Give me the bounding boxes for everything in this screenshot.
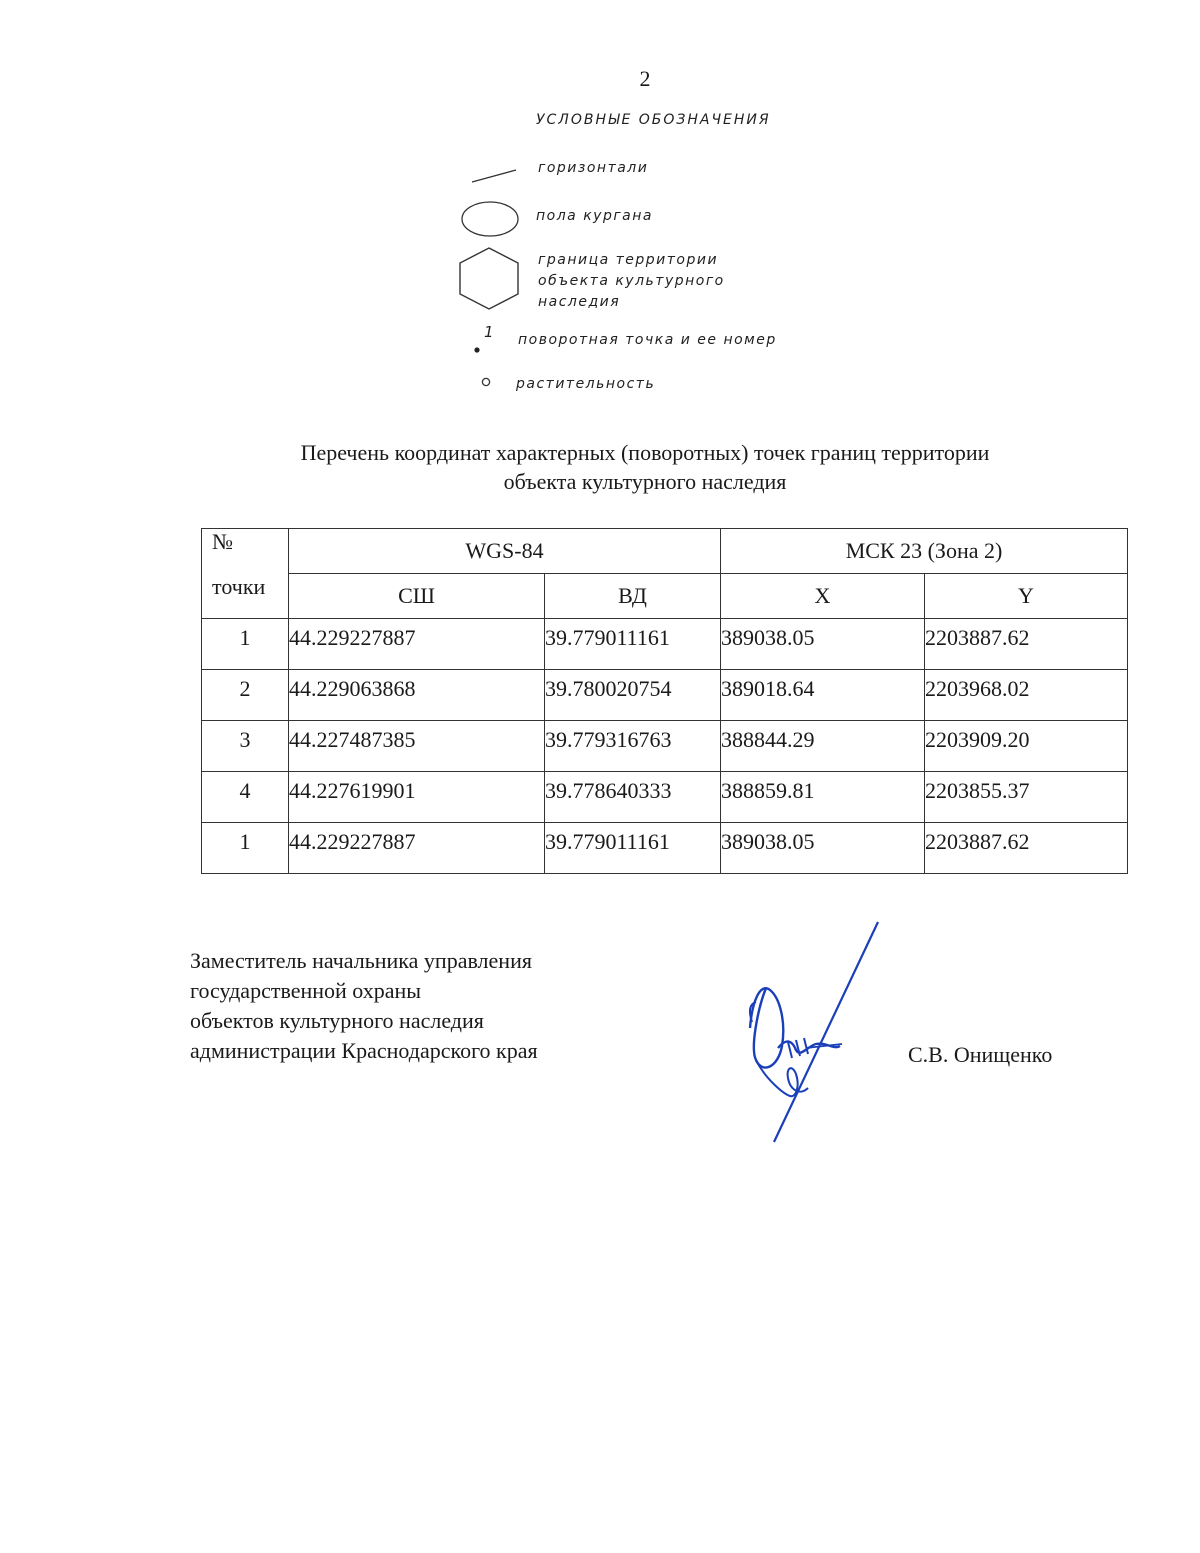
cell-longitude: 39.779316763 — [545, 721, 721, 772]
cell-y: 2203909.20 — [925, 721, 1128, 772]
coordinates-table — [201, 528, 1128, 874]
cell-point-number: 4 — [202, 772, 289, 823]
cell-y: 2203855.37 — [925, 772, 1128, 823]
cell-y: 2203887.62 — [925, 619, 1128, 670]
cell-point-number: 1 — [202, 823, 289, 874]
cell-point-number: 2 — [202, 670, 289, 721]
table-header-row-groups — [202, 529, 1128, 574]
cell-y: 2203887.62 — [925, 823, 1128, 874]
cell-point-number: 1 — [202, 619, 289, 670]
signer-name: С.В. Онищенко — [908, 1042, 1053, 1067]
header-x: X — [721, 574, 925, 619]
table-row — [202, 619, 1128, 670]
ellipse-icon — [460, 200, 522, 240]
cell-point-number: 3 — [202, 721, 289, 772]
cell-latitude: 44.229227887 — [289, 619, 545, 670]
cell-latitude: 44.227619901 — [289, 772, 545, 823]
cell-latitude: 44.229063868 — [289, 670, 545, 721]
header-longitude: ВД — [545, 574, 721, 619]
circle-icon — [480, 376, 494, 390]
table-row — [202, 721, 1128, 772]
header-msk23: МСК 23 (Зона 2) — [721, 529, 1128, 574]
header-point-number: № — [202, 529, 289, 574]
point-icon — [472, 342, 482, 356]
legend-label-mound: пола кургана — [536, 208, 653, 224]
table-header-row-axes — [202, 574, 1128, 619]
line-icon — [470, 166, 520, 186]
cell-latitude: 44.227487385 — [289, 721, 545, 772]
table-row — [202, 823, 1128, 874]
header-wgs84: WGS-84 — [289, 529, 721, 574]
cell-x: 389038.05 — [721, 619, 925, 670]
cell-x: 388859.81 — [721, 772, 925, 823]
cell-x: 389038.05 — [721, 823, 925, 874]
cell-x: 389018.64 — [721, 670, 925, 721]
cell-longitude: 39.779011161 — [545, 619, 721, 670]
cell-latitude: 44.229227887 — [289, 823, 545, 874]
legend-label-vegetation: растительность — [516, 376, 656, 392]
legend-title: УСЛОВНЫЕ ОБОЗНАЧЕНИЯ — [536, 112, 771, 128]
cell-longitude: 39.780020754 — [545, 670, 721, 721]
table-row — [202, 772, 1128, 823]
legend-label-turning-point: поворотная точка и ее номер — [518, 332, 777, 348]
signature — [730, 918, 900, 1148]
hexagon-icon — [456, 246, 522, 312]
page-number: 2 — [639, 66, 651, 91]
coordinates-heading: Перечень координат характерных (поворотных) точек границ территории объекта культурного наследия — [300, 440, 990, 494]
legend-label-boundary: граница территории объекта культурного наследия — [538, 252, 725, 310]
header-y: Y — [925, 574, 1128, 619]
cell-x: 388844.29 — [721, 721, 925, 772]
table-row — [202, 670, 1128, 721]
signer-title: Заместитель начальника управления государственной охраны объектов культурного наследия администрации Краснодарского края — [190, 948, 538, 1063]
cell-y: 2203968.02 — [925, 670, 1128, 721]
cell-longitude: 39.779011161 — [545, 823, 721, 874]
cell-longitude: 39.778640333 — [545, 772, 721, 823]
point-marker-number: 1 — [484, 323, 496, 341]
header-latitude: СШ — [289, 574, 545, 619]
header-point-label: точки — [202, 574, 289, 619]
legend-label-contours: горизонтали — [538, 160, 649, 176]
